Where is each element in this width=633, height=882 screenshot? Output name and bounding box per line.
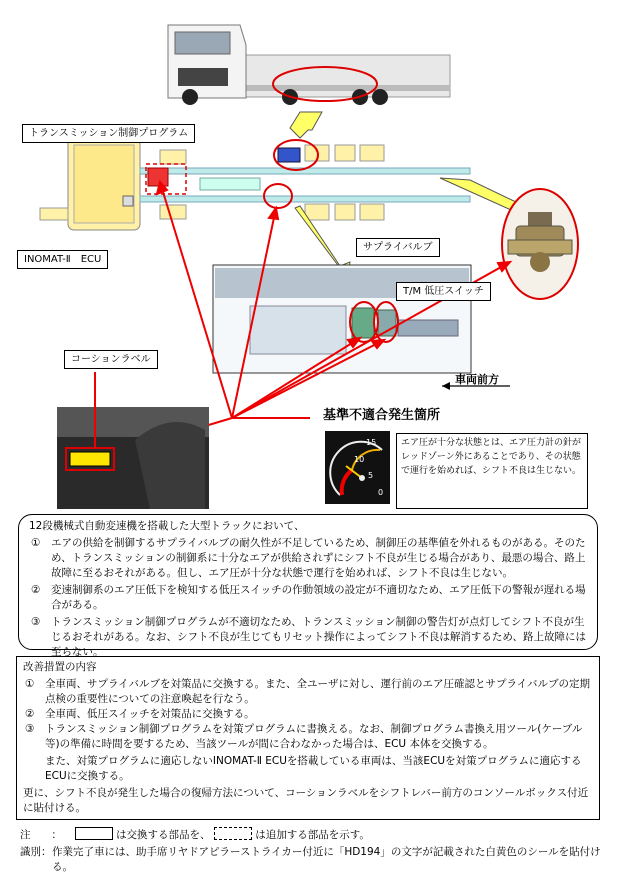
condition-item-1	[29, 536, 587, 581]
note-colon: ：	[51, 829, 62, 841]
condition-item-2-num: ②	[31, 584, 41, 596]
truck-photo	[168, 25, 450, 105]
label-front: 車両前方	[455, 373, 499, 386]
gauge-note-box: エア圧が十分な状態とは、エア圧力計の針がレッドゾーン外にあることであり、その状態で運行を始めれば、シフト不良は生じない。	[396, 433, 588, 509]
arrow-yellow-1	[290, 112, 322, 138]
interior-photo	[57, 407, 209, 509]
supply-valve-photo	[502, 189, 578, 299]
remedy-item-1-num: ①	[25, 678, 35, 690]
chassis-diagram	[40, 138, 470, 230]
label-ecu: INOMAT-Ⅱ ECU	[17, 250, 108, 269]
condition-item-3-num: ③	[31, 616, 41, 628]
identification-line	[20, 845, 610, 875]
condition-box	[18, 514, 598, 658]
id-label: 識別：	[20, 846, 52, 858]
remedy-box	[16, 656, 600, 820]
remedy-item-3-text: トランスミッション制御プログラムを対策プログラムに書換える。なお、制御プログラム書換え用ツール(ケーブル等)の準備に時間を要するため、当該ツールが間に合わなかった場合は、ECU 本体を交換する。	[45, 723, 583, 750]
condition-item-2-text: 変速制御系のエア圧低下を検知する低圧スイッチの作動領域の設定が不適切なため、エア圧低下の警報が遅れる場合がある。	[51, 584, 586, 611]
condition-item-1-text: エアの供給を制御するサプライバルブの耐久性が不足しているため、制御圧の基準値を外れるものがある。そのため、トランスミッションの制御系に十分なエアが供給されずにシフト不良が生じる場合があり、最悪の場合、路上故障に至るおそれがある。但し、エア圧が十分な状態で運行を始めれば、シフト不良は生じない。	[51, 537, 586, 579]
remedy-item-1	[23, 677, 593, 707]
remedy-footer: 更に、シフト不良が発生した場合の復帰方法について、コーションラベルをシフトレバー前方のコンソールボックス付近に貼付ける。	[23, 787, 589, 814]
condition-item-1-num: ①	[31, 537, 41, 549]
remedy-title: 改善措置の内容	[23, 661, 97, 673]
remedy-item-1-text: 全車両、サプライバルブを対策品に交換する。また、全ユーザに対し、運行前のエア圧確認とサプライバルブの定期点検の重要性についての注意喚起を行なう。	[45, 678, 590, 705]
remedy-item-3	[23, 722, 593, 752]
remedy-item-2-text: 全車両、低圧スイッチを対策品に交換する。	[45, 708, 255, 720]
condition-item-3	[29, 615, 587, 660]
condition-intro: 12段機械式自動変速機を搭載した大型トラックにおいて、	[29, 520, 305, 532]
condition-item-3-text: トランスミッション制御プログラムが不適切なため、トランスミッション制御の警告灯が点灯してシフト不良が生じるおそれがある。なお、シフト不良が生じてもリセット操作によってシフト不良は解消するため、路上故障には至らない。	[51, 616, 586, 658]
remedy-item-2	[23, 707, 593, 722]
remedy-item-3-num: ③	[25, 723, 35, 735]
gauge-tick-15: 15	[366, 438, 377, 447]
air-gauge	[325, 431, 390, 504]
exchange-part-box	[75, 827, 113, 840]
label-caution: コーションラベル	[64, 350, 158, 369]
label-defect-location: 基準不適合発生箇所	[323, 408, 441, 423]
note-exchange-text: は交換する部品を、	[116, 829, 211, 841]
remedy-item-2-num: ②	[25, 708, 35, 720]
added-part-box	[214, 827, 252, 840]
note-added-text: は追加する部品を示す。	[255, 829, 370, 841]
label-supply-valve: サプライバルブ	[356, 238, 440, 257]
label-tm-program: トランスミッション制御プログラム	[22, 124, 195, 143]
remedy-extra: また、対策プログラムに適応しないINOMAT-Ⅱ ECUを搭載している車両は、当該ECUを対策プログラムに適応するECUに交換する。	[45, 755, 582, 782]
label-tm-switch: T/M 低圧スイッチ	[396, 282, 491, 301]
gauge-tick-10: 10	[354, 455, 365, 464]
gauge-tick-0: 0	[378, 488, 384, 497]
id-text: 作業完了車には、助手席リヤドアピラーストライカー付近に「HD194」の文字が記載された白黄色のシールを貼付ける。	[52, 846, 601, 873]
condition-item-2	[29, 583, 587, 613]
gauge-tick-5: 5	[368, 471, 374, 480]
note-line	[20, 827, 610, 843]
note-label: 注	[20, 829, 31, 841]
